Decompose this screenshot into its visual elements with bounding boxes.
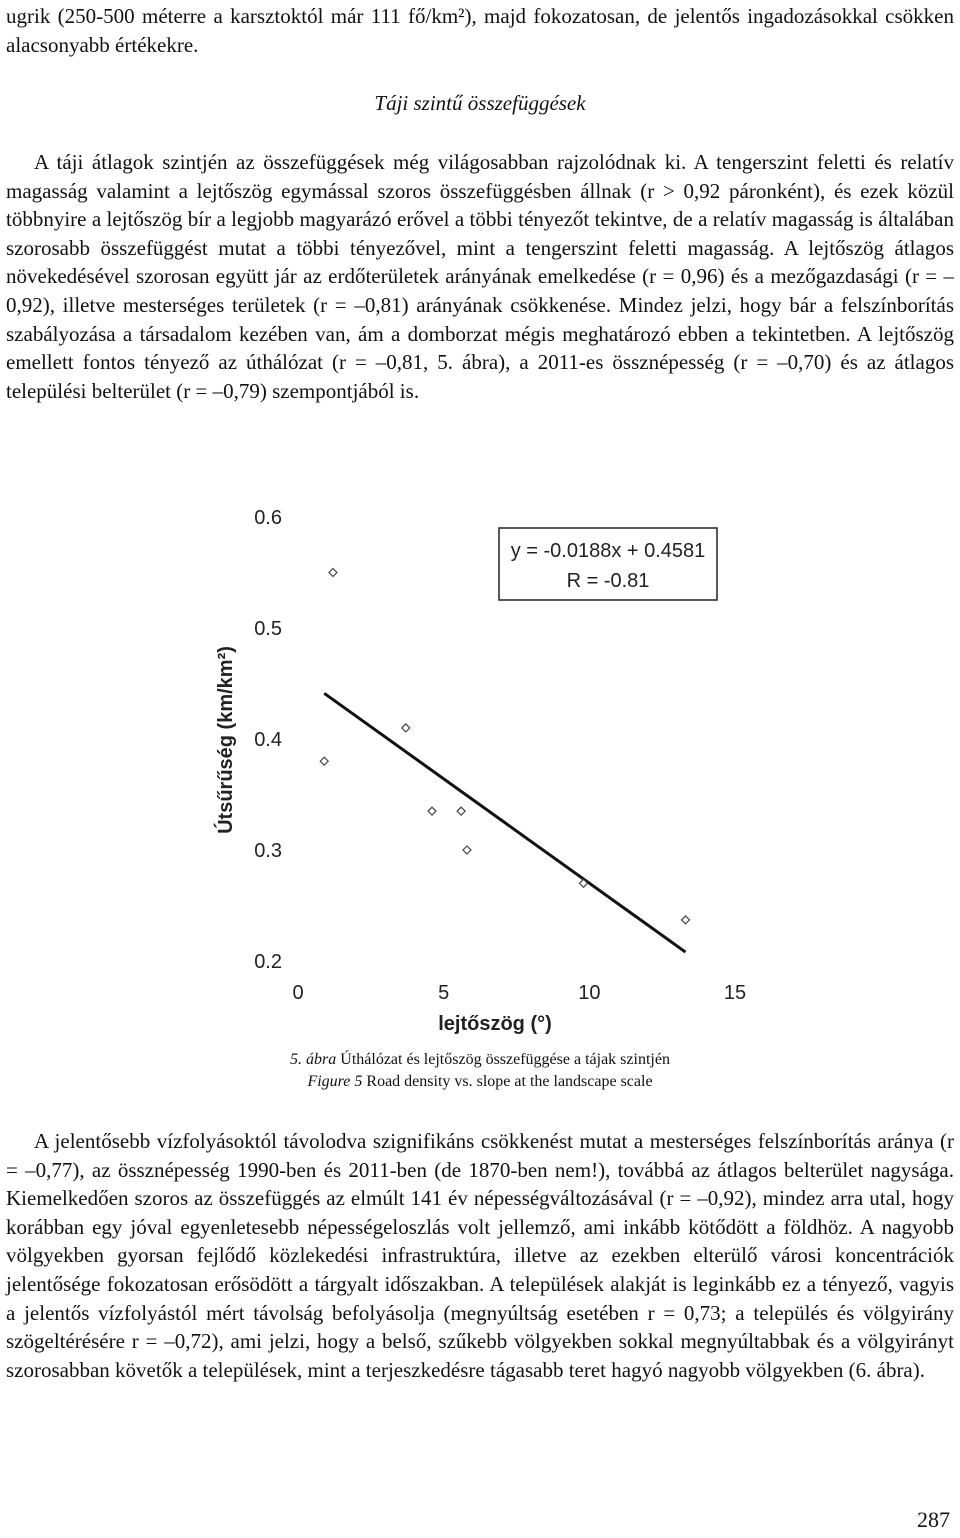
data-point-marker: [320, 757, 328, 765]
top-paragraph: ugrik (250-500 méterre a karsztoktól már 111 fő/km²), majd fokozatosan, de jelentős ingadozásokkal csökken alacsonyabb értékekre.: [6, 4, 954, 57]
y-axis-title: Útsűrűség (km/km²): [215, 646, 237, 834]
caption-en-label: Figure 5: [307, 1073, 363, 1090]
trendline: [324, 693, 685, 952]
trend-equation: y = -0.0188x + 0.4581: [510, 540, 706, 562]
paragraph-landscape-level: A táji átlagok szintjén az összefüggések még világosabban rajzolódnak ki. A tengerszint feletti és relatív magasság valamint a lejtőszög egymással szoros összefüggésben állnak (r > 0,92 páronként), és ezek közül többnyire a lejtőszög bír a legjobb magyarázó erővel a többi tényezőt tekintve, de a relatív magasság is általában szorosabb összefüggést mutat a többi tényezővel, mint a tengerszint feletti magasság. A lejtőszög átlagos növekedésével szorosan együtt jár az erdőterületek arányának emelkedése (r = 0,96) és a mezőgazdasági (r = –0,92), illetve mesterséges területek (r = –0,81) arányának csökkenése. Mindez jelzi, hogy bár a felszínborítás szabályozása a társadalom kezében van, ám a domborzat mégis meghatározó ebben a tekintetben. A lejtőszög emellett fontos tényező az úthálózat (r = –0,81, 5. ábra), a 2011-es össznépesség (r = –0,70) és az átlagos települési belterület (r = –0,79) szempontjából is.: [6, 150, 954, 403]
data-point-marker: [329, 569, 337, 577]
y-tick-label: 0.4: [254, 729, 282, 751]
paragraph-watercourse-distance: A jelentősebb vízfolyásoktól távolodva szignifikáns csökkenést mutat a mesterséges felszínborítás aránya (r = –0,77), az össznépesség 1990-ben és 2011-ben (de 1870-ben nem!), továbbá az átlagos belterület nagysága. Kiemelkedően szoros az összefüggés az elmúlt 141 év népességváltozásával (r = –0,92), mindez arra utal, hogy korábban egy jóval egyenletesebb népességeloszlás volt jellemző, ami inkább kötődött a földhöz. A nagyobb völgyekben gyorsan fejlődő közlekedési infrastruktúra, illetve az ezekben elterülő városi koncentrációk jelentősége fokozatosan erősödött a tárgyalt időszakban. A települések alakját is leginkább ez a tényező, vagyis a jelentős vízfolyástól mért távolság befolyásolja (megnyúltság esetében r = 0,73; a település és völgyirány szögeltérésére r = –0,72), ami jelzi, hogy a belső, szűkebb völgyekben sokkal megnyúltabbak és a völgyirányt szorosabban követők a települések, mint a terjeszkedésre tágasabb teret hagyó nagyobb völgyekben (6. ábra).: [6, 1129, 954, 1382]
x-tick-label: 0: [292, 982, 304, 1004]
y-tick-label: 0.3: [254, 840, 282, 862]
r-value-label: R = -0.81: [566, 570, 650, 592]
data-point-marker: [402, 724, 410, 732]
data-point-marker: [428, 807, 436, 815]
caption-hu-text: Úthálózat és lejtőszög összefüggése a tájak szintjén: [336, 1051, 670, 1068]
caption-en-text: Road density vs. slope at the landscape scale: [362, 1073, 653, 1090]
x-axis-title: lejtőszög (°): [438, 1013, 552, 1035]
x-tick-label: 5: [438, 982, 450, 1004]
data-point-marker: [681, 916, 689, 924]
data-point-marker: [457, 807, 465, 815]
section-heading: Táji szintű összefüggések: [374, 91, 586, 115]
scatter-chart: [190, 495, 770, 1045]
y-tick-label: 0.5: [254, 618, 282, 640]
figure-caption-en: [0, 1071, 960, 1092]
x-tick-label: 15: [723, 982, 747, 1004]
figure-caption-hu: [0, 1049, 960, 1070]
data-point-marker: [463, 846, 471, 854]
page-number: 287: [917, 1507, 950, 1532]
x-tick-label: 10: [578, 982, 601, 1004]
caption-hu-label: 5. ábra: [290, 1051, 337, 1068]
y-tick-label: 0.6: [254, 507, 282, 529]
y-tick-label: 0.2: [254, 951, 282, 973]
